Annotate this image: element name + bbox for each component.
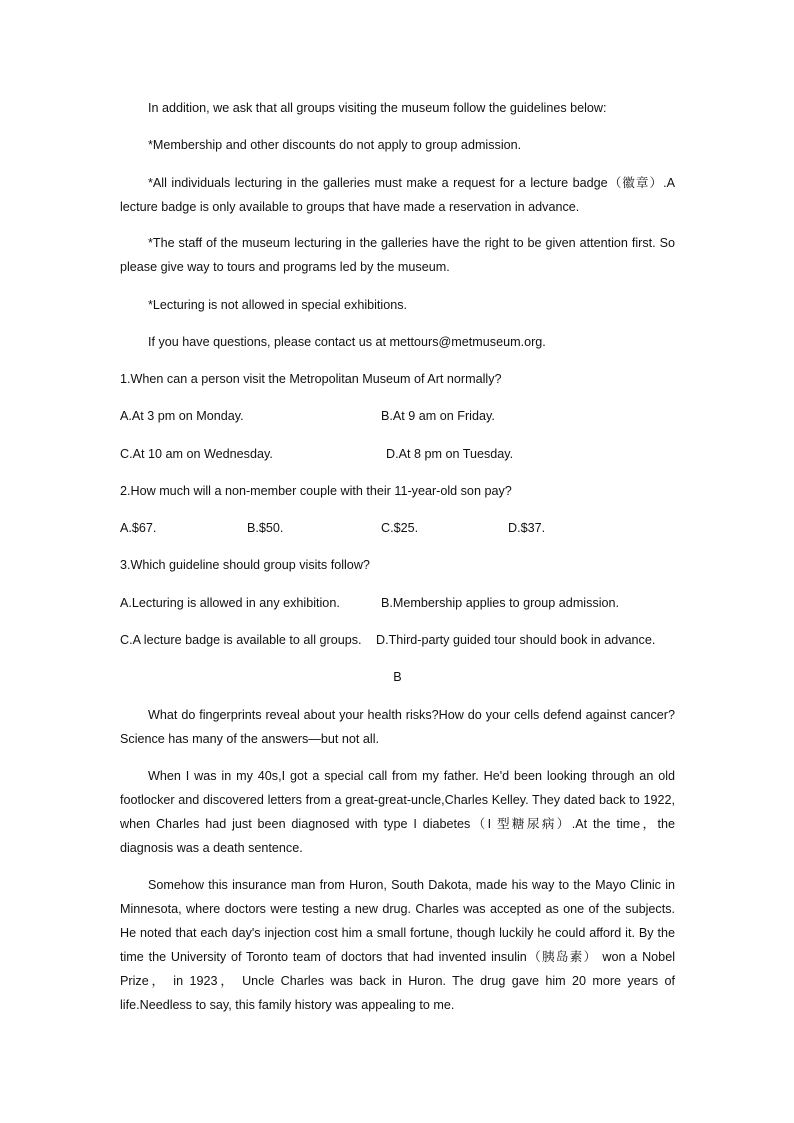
question-3-option-b: B.Membership applies to group admission. [381,596,620,610]
question-3-stem: 3.Which guideline should group visits follow? [120,558,370,572]
question-2-option-d: D.$37. [508,521,546,535]
passage-b-paragraph-3: Somehow this insurance man from Huron, South Dakota, made his way to the Mayo Clinic in Minnesota, where doctors were testing a new drug. Charles was accepted as one of the subjects. He noted that each day's injection cost him a small fortune, though luckily he could afford it. By the time the University of Toronto team of doctors that had invented insulin（胰岛素） won a Nobel Prize， in 1923， Uncle Charles was back in Huron. The drug gave him 20 more years of life.Needless to say, this family history was appealing to me. [120,878,675,1012]
question-3-option-c: C.A lecture badge is available to all groups. [120,633,362,647]
guideline-staff-priority: *The staff of the museum lecturing in the galleries have the right to be given attention first. So please give way to tours and programs led by the museum. [120,236,675,274]
question-2-stem: 2.How much will a non-member couple with their 11-year-old son pay? [120,484,512,498]
section-b-heading: B [393,670,402,684]
question-2-option-b: B.$50. [247,521,284,535]
guideline-special-exhibitions: *Lecturing is not allowed in special exhibitions. [148,298,408,312]
question-1-option-b: B.At 9 am on Friday. [381,409,495,423]
guidelines-intro: In addition, we ask that all groups visiting the museum follow the guidelines below: [148,101,607,115]
contact-line: If you have questions, please contact us at mettours@metmuseum.org. [148,335,546,349]
question-1-option-c: C.At 10 am on Wednesday. [120,447,273,461]
question-3-option-a: A.Lecturing is allowed in any exhibition. [120,596,340,610]
passage-b-paragraph-2: When I was in my 40s,I got a special call from my father. He'd been looking through an old footlocker and discovered letters from a great-great-uncle,Charles Kelley. They dated back to 1922, when Charles had just been diagnosed with type I diabetes（I 型糖尿病）.At the time，the diagnosis was a death sentence. [120,769,675,855]
question-2-option-a: A.$67. [120,521,157,535]
question-1-option-a: A.At 3 pm on Monday. [120,409,244,423]
guideline-lecture-badge: *All individuals lecturing in the galleries must make a request for a lecture badge（徽章）.A lecture badge is only available to groups that have made a reservation in advance. [120,176,675,214]
question-1-option-d: D.At 8 pm on Tuesday. [386,447,514,461]
question-3-option-d: D.Third-party guided tour should book in advance. [376,633,656,647]
question-2-option-c: C.$25. [381,521,419,535]
guideline-membership: *Membership and other discounts do not apply to group admission. [148,138,522,152]
question-1-stem: 1.When can a person visit the Metropolitan Museum of Art normally? [120,372,502,386]
passage-b-paragraph-1: What do fingerprints reveal about your health risks?How do your cells defend against cancer? Science has many of the answers—but not all. [120,708,675,746]
